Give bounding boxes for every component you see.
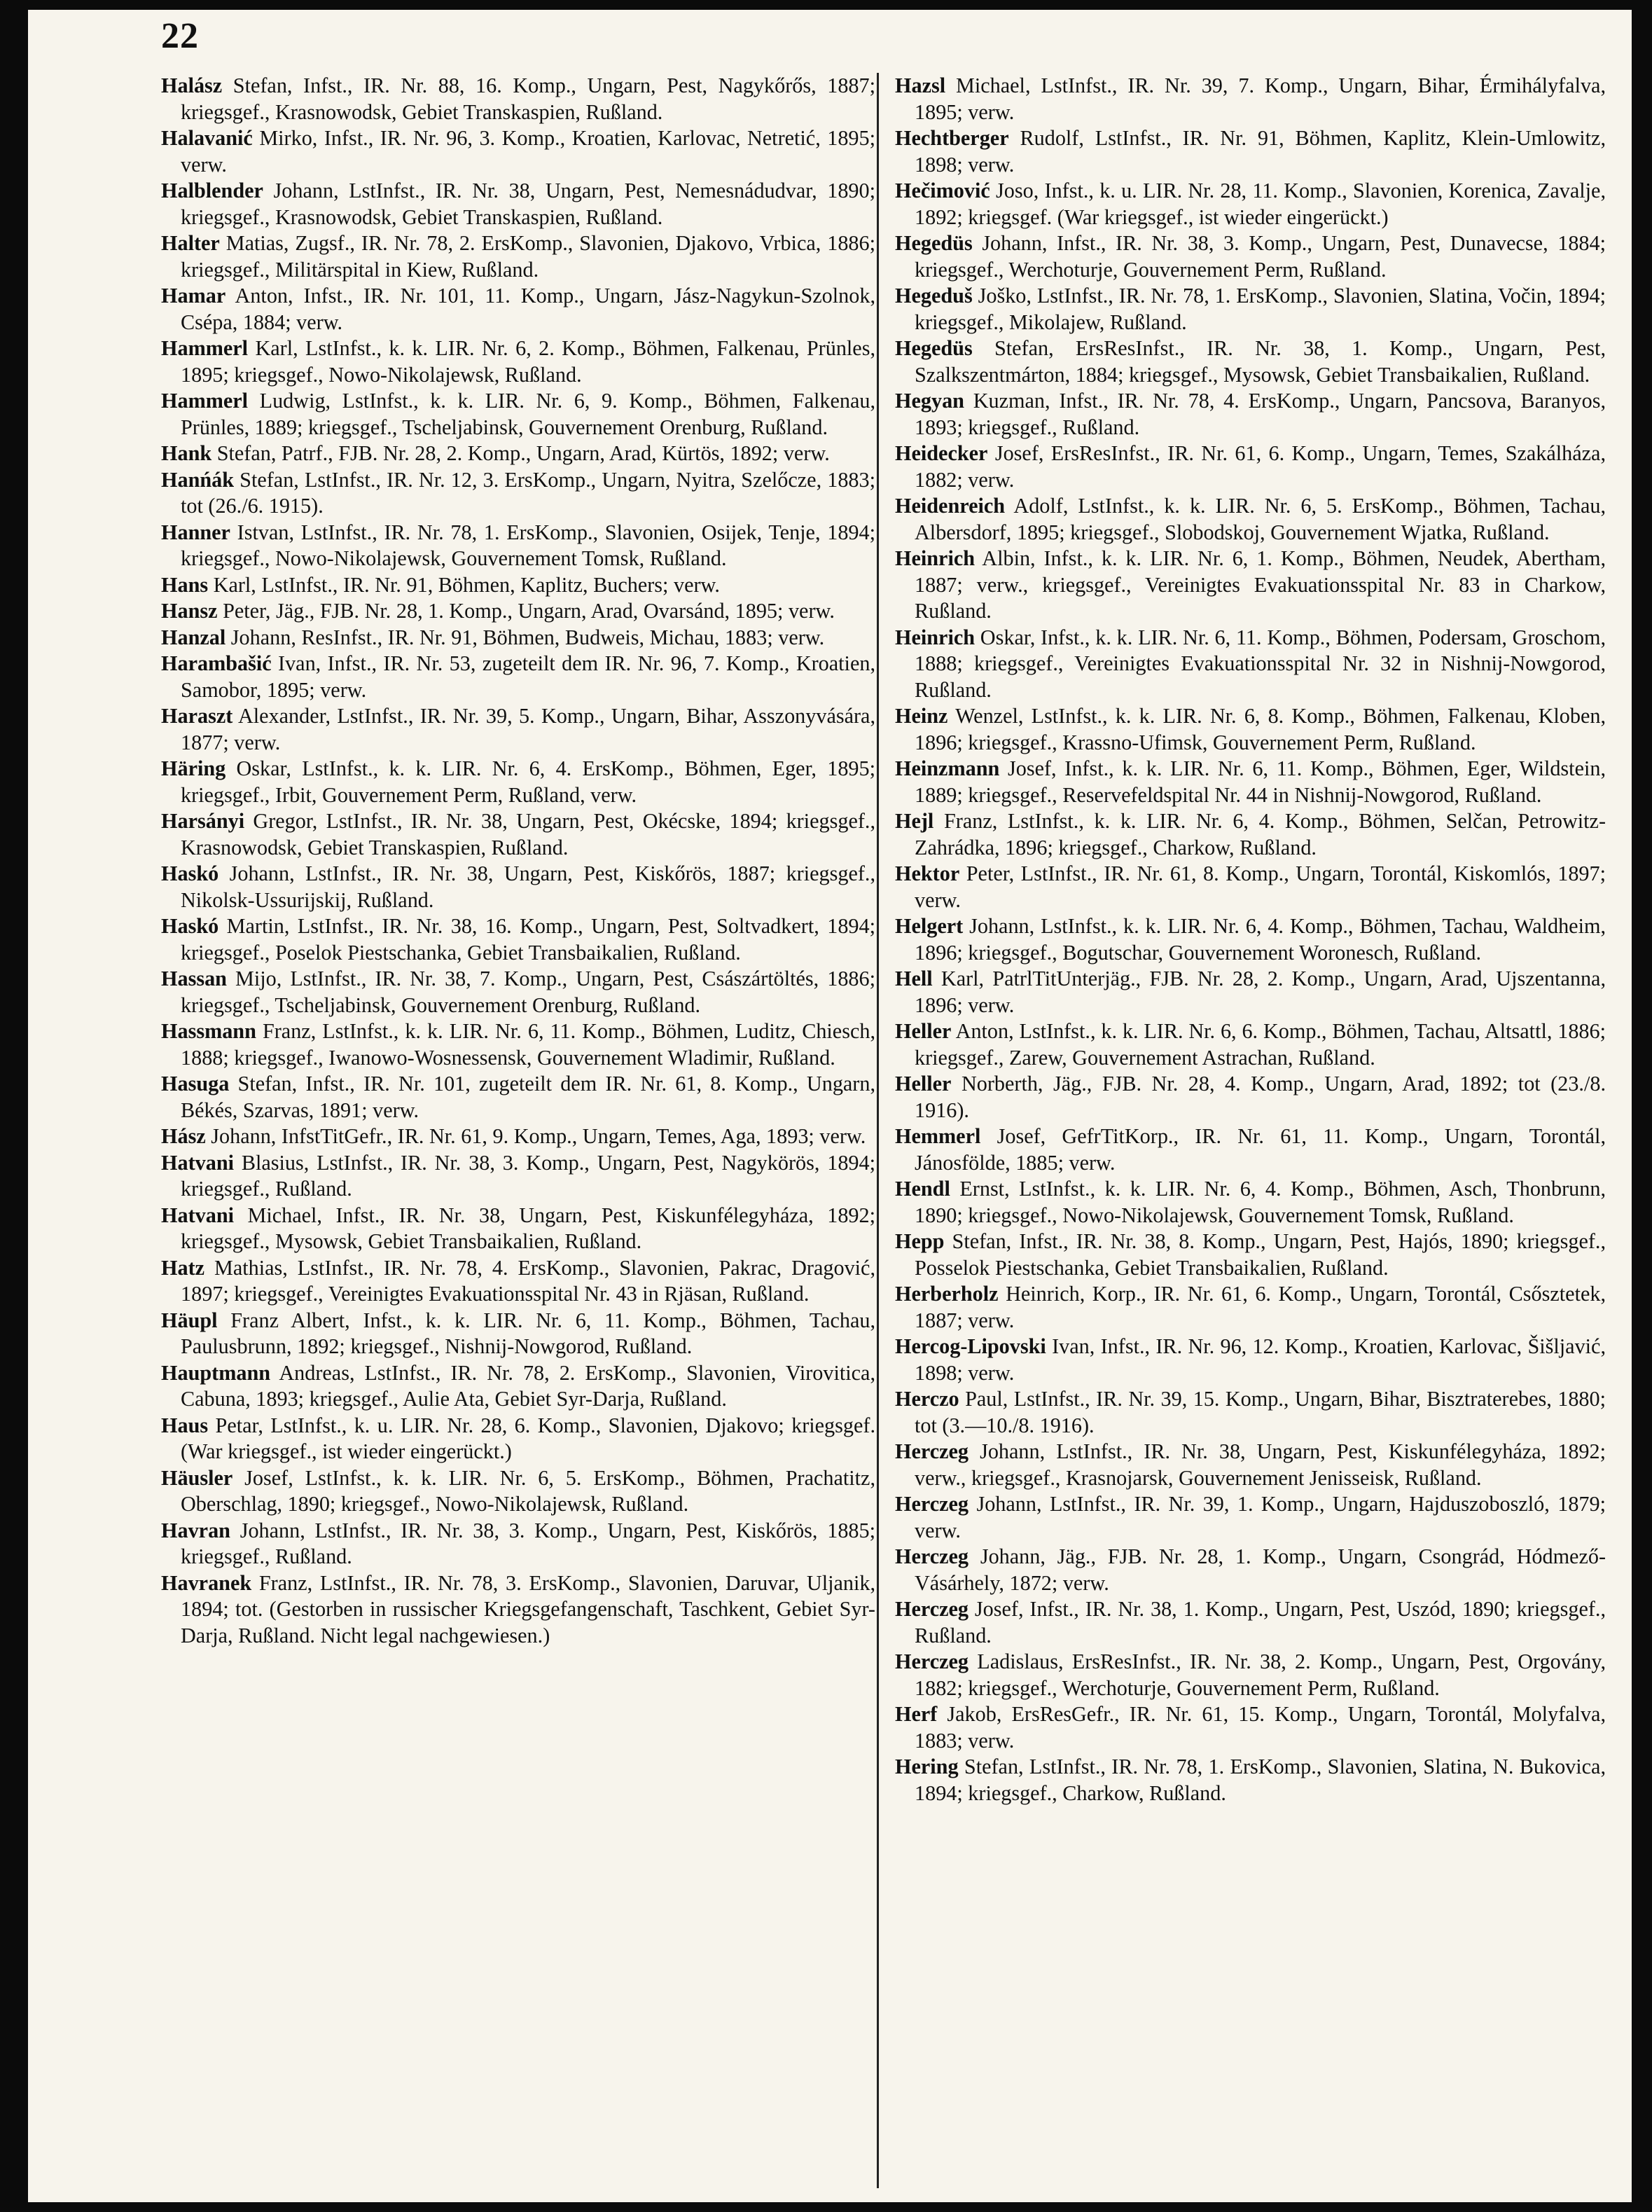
- entry-details: Wenzel, LstInfst., k. k. LIR. Nr. 6, 8. Komp., Böhmen, Falkenau, Kloben, 1896; kriegsgef., Krassno-Ufimsk, Gouvernement Perm, Rußland.: [915, 704, 1606, 754]
- entry-surname: Herczeg: [895, 1650, 969, 1673]
- entry-surname: Hammerl: [161, 336, 249, 360]
- entry-details: Johann, LstInfst., k. k. LIR. Nr. 6, 4. Komp., Böhmen, Tachau, Waldheim, 1896; kriegsgef., Bogutschar, Gouvernement Woronesch, Rußland.: [915, 914, 1606, 965]
- entry-details: Franz Albert, Infst., k. k. LIR. Nr. 6, 11. Komp., Böhmen, Tachau, Paulusbrunn, 1892; kriegsgef., Nishnij-Nowgorod, Rußland.: [181, 1308, 875, 1358]
- entry-details: Stefan, ErsResInfst., IR. Nr. 38, 1. Komp., Ungarn, Pest, Szalkszentmárton, 1884; kriegsgef., Mysowsk, Gebiet Transbaikalien, Rußland.: [915, 336, 1606, 387]
- entry-surname: Hász: [161, 1124, 206, 1148]
- entry-details: Anton, LstInfst., k. k. LIR. Nr. 6, 6. Komp., Böhmen, Tachau, Altsattl, 1886; kriegsgef., Zarew, Gouvernement Astrachan, Rußland.: [915, 1019, 1606, 1070]
- column-divider: [877, 73, 879, 2188]
- entry-surname: Hazsl: [895, 74, 946, 97]
- register-entry: [895, 546, 1606, 625]
- entry-surname: Haskó: [161, 914, 219, 938]
- left-column: [161, 73, 875, 1649]
- entry-details: Ivan, Infst., IR. Nr. 96, 12. Komp., Kroatien, Karlovac, Šišljavić, 1898; verw.: [915, 1334, 1606, 1385]
- register-entry: [895, 336, 1606, 388]
- entry-surname: Hektor: [895, 862, 960, 885]
- entry-surname: Hering: [895, 1755, 959, 1778]
- entry-surname: Heinz: [895, 704, 948, 728]
- entry-surname: Hegyan: [895, 389, 964, 413]
- entry-details: Franz, LstInfst., IR. Nr. 78, 3. ErsKomp., Slavonien, Daruvar, Uljanik, 1894; tot. (Gestorben in russischer Kriegsgefangenschaft, Taschkent, Gebiet Syr-Darja, Rußland. Nicht legal nachgewiesen.): [181, 1570, 875, 1647]
- entry-surname: Hasuga: [161, 1072, 230, 1095]
- entry-surname: Hassan: [161, 967, 227, 990]
- entry-details: Josef, Infst., k. k. LIR. Nr. 6, 11. Komp., Böhmen, Eger, Wildstein, 1889; kriegsgef., Reservefeldspital Nr. 44 in Nishnij-Nowgorod, Rußland.: [915, 756, 1606, 807]
- register-entry: [895, 1229, 1606, 1281]
- entry-details: Franz, LstInfst., k. k. LIR. Nr. 6, 11. Komp., Böhmen, Luditz, Chiesch, 1888; kriegsgef., Iwanowo-Wosnessensk, Gouvernement Wladimir, Rußland.: [181, 1019, 875, 1070]
- entry-details: Paul, LstInfst., IR. Nr. 39, 15. Komp., Ungarn, Bihar, Bisztraterebes, 1880; tot (3.—10./8. 1916).: [915, 1387, 1606, 1437]
- register-entry: [161, 1413, 875, 1465]
- entry-details: Josef, Infst., IR. Nr. 38, 1. Komp., Ungarn, Pest, Uszód, 1890; kriegsgef., Rußland.: [915, 1597, 1606, 1647]
- entry-surname: Hanzal: [161, 625, 226, 649]
- entry-details: Blasius, LstInfst., IR. Nr. 38, 3. Komp., Ungarn, Pest, Nagykörös, 1894; kriegsgef., Rußland.: [181, 1150, 875, 1201]
- entry-details: Rudolf, LstInfst., IR. Nr. 91, Böhmen, Kaplitz, Klein-Umlowitz, 1898; verw.: [915, 126, 1606, 177]
- entry-details: Stefan, Infst., IR. Nr. 101, zugeteilt dem IR. Nr. 61, 8. Komp., Ungarn, Békés, Szarvas, 1891; verw.: [181, 1072, 875, 1122]
- register-entry: [161, 1308, 875, 1360]
- register-entry: [161, 125, 875, 178]
- register-entry: [161, 913, 875, 966]
- entry-details: Josef, LstInfst., k. k. LIR. Nr. 6, 5. ErsKomp., Böhmen, Prachatitz, Oberschlag, 1890; kriegsgef., Nowo-Nikolajewsk, Rußland.: [181, 1465, 875, 1516]
- entry-details: Jakob, ErsResGefr., IR. Nr. 61, 15. Komp., Ungarn, Torontál, Molyfalva, 1883; verw.: [915, 1702, 1606, 1753]
- register-entry: [161, 703, 875, 756]
- entry-surname: Heller: [895, 1072, 952, 1095]
- entry-details: Stefan, Infst., IR. Nr. 88, 16. Komp., Ungarn, Pest, Nagykőrős, 1887; kriegsgef., Krasnowodsk, Gebiet Transkaspien, Rußland.: [181, 74, 875, 124]
- entry-details: Ludwig, LstInfst., k. k. LIR. Nr. 6, 9. Komp., Böhmen, Falkenau, Prünles, 1889; kriegsgef., Tscheljabinsk, Gouvernement Orenburg, Rußland.: [181, 389, 875, 439]
- register-entry: [161, 178, 875, 230]
- register-entry: [895, 756, 1606, 808]
- entry-details: Anton, Infst., IR. Nr. 101, 11. Komp., Ungarn, Jász-Nagykun-Szolnok, Csépa, 1884; verw.: [181, 284, 875, 334]
- entry-details: Kuzman, Infst., IR. Nr. 78, 4. ErsKomp., Ungarn, Pancsova, Baranyos, 1893; kriegsgef., Rußland.: [915, 389, 1606, 439]
- entry-surname: Heinzmann: [895, 756, 1000, 780]
- entry-details: Joso, Infst., k. u. LIR. Nr. 28, 11. Komp., Slavonien, Korenica, Zavalje, 1892; kriegsgef. (War kriegsgef., ist wieder eingerückt.): [915, 179, 1606, 229]
- entry-surname: Hatvani: [161, 1150, 234, 1175]
- entry-details: Oskar, Infst., k. k. LIR. Nr. 6, 11. Komp., Böhmen, Podersam, Groschom, 1888; kriegsgef., Vereinigtes Evakuationsspital Nr. 32 in Nishnij-Nowgorod, Rußland.: [915, 625, 1606, 702]
- entry-details: Johann, LstInfst., IR. Nr. 38, Ungarn, Pest, Kiskunfélegyháza, 1892; verw., kriegsgef., Krasnojarsk, Gouvernement Jenisseisk, Rußland.: [915, 1439, 1606, 1490]
- entry-details: Ivan, Infst., IR. Nr. 53, zugeteilt dem IR. Nr. 96, 7. Komp., Kroatien, Samobor, 1895; verw.: [181, 651, 875, 702]
- register-entry: [895, 1701, 1606, 1754]
- page-number: 22: [161, 16, 199, 56]
- entry-surname: Hell: [895, 967, 933, 990]
- entry-details: Mathias, LstInfst., IR. Nr. 78, 4. ErsKomp., Slavonien, Pakrac, Dragović, 1897; kriegsgef., Vereinigtes Evakuationsspital Nr. 43 in Rjäsan, Rußland.: [181, 1255, 875, 1306]
- entry-surname: Hegeduš: [895, 284, 973, 307]
- register-entry: [161, 1071, 875, 1124]
- entry-surname: Herf: [895, 1702, 938, 1726]
- register-entry: [161, 1018, 875, 1071]
- register-entry: [161, 966, 875, 1018]
- register-entry: [895, 1124, 1606, 1176]
- entry-surname: Hanner: [161, 520, 230, 544]
- entry-details: Andreas, LstInfst., IR. Nr. 78, 2. ErsKomp., Slavonien, Virovitica, Cabuna, 1893; kriegsgef., Aulie Ata, Gebiet Syr-Darja, Rußland.: [181, 1360, 875, 1411]
- entry-details: Karl, PatrlTitUnterjäg., FJB. Nr. 28, 2. Komp., Ungarn, Arad, Ujszentanna, 1896; verw.: [915, 967, 1606, 1017]
- entry-details: Joško, LstInfst., IR. Nr. 78, 1. ErsKomp., Slavonien, Slatina, Vočin, 1894; kriegsgef., Mikolajew, Rußland.: [915, 284, 1606, 334]
- register-entry: [895, 73, 1606, 125]
- entry-surname: Herczeg: [895, 1597, 969, 1621]
- entry-surname: Hercog-Lipovski: [895, 1334, 1046, 1358]
- entry-details: Albin, Infst., k. k. LIR. Nr. 6, 1. Komp., Böhmen, Neudek, Abertham, 1887; verw., kriegsgef., Vereinigtes Evakuationsspital Nr. 83 in Charkow, Rußland.: [915, 546, 1606, 623]
- entry-details: Karl, LstInfst., k. k. LIR. Nr. 6, 2. Komp., Böhmen, Falkenau, Prünles, 1895; kriegsgef., Nowo-Nikolajewsk, Rußland.: [181, 336, 875, 387]
- entry-details: Ernst, LstInfst., k. k. LIR. Nr. 6, 4. Komp., Böhmen, Asch, Thonbrunn, 1890; kriegsgef., Nowo-Nikolajewsk, Gouvernement Tomsk, Rußland.: [915, 1177, 1606, 1227]
- entry-surname: Haus: [161, 1413, 209, 1437]
- entry-surname: Hanńák: [161, 467, 235, 492]
- register-entry: [161, 230, 875, 283]
- register-entry: [161, 1255, 875, 1308]
- register-entry: [895, 703, 1606, 756]
- entry-details: Peter, Jäg., FJB. Nr. 28, 1. Komp., Ungarn, Arad, Ovarsánd, 1895; verw.: [217, 599, 835, 623]
- entry-surname: Herczeg: [895, 1544, 969, 1568]
- entry-details: Karl, LstInfst., IR. Nr. 91, Böhmen, Kaplitz, Buchers; verw.: [208, 572, 720, 597]
- entry-surname: Hans: [161, 572, 209, 597]
- register-entry: [895, 966, 1606, 1018]
- entry-surname: Heidecker: [895, 441, 988, 465]
- entry-details: Gregor, LstInfst., IR. Nr. 38, Ungarn, Pest, Okécske, 1894; kriegsgef., Krasnowodsk, Gebiet Transkaspien, Rußland.: [181, 809, 875, 859]
- register-entry: [895, 441, 1606, 493]
- entry-details: Josef, GefrTitKorp., IR. Nr. 61, 11. Komp., Ungarn, Torontál, Jánosfölde, 1885; verw.: [915, 1124, 1606, 1175]
- entry-details: Ladislaus, ErsResInfst., IR. Nr. 38, 2. Komp., Ungarn, Pest, Orgovány, 1882; kriegsgef., Werchoturje, Gouvernement Perm, Rußland.: [915, 1650, 1606, 1700]
- entry-surname: Haskó: [161, 862, 219, 885]
- entry-surname: Harsányi: [161, 809, 245, 833]
- entry-details: Johann, InfstTitGefr., IR. Nr. 61, 9. Komp., Ungarn, Temes, Aga, 1893; verw.: [205, 1124, 866, 1148]
- register-entry: [895, 1018, 1606, 1071]
- register-entry: [895, 283, 1606, 336]
- entry-surname: Hechtberger: [895, 126, 1009, 150]
- register-entry: [161, 388, 875, 441]
- entry-details: Johann, LstInfst., IR. Nr. 39, 1. Komp., Ungarn, Hajduszoboszló, 1879; verw.: [915, 1492, 1606, 1542]
- register-entry: [895, 861, 1606, 913]
- right-column: [895, 73, 1606, 1806]
- register-entry: [161, 283, 875, 336]
- register-entry: [161, 625, 875, 651]
- register-entry: [161, 1124, 875, 1150]
- entry-surname: Hauptmann: [161, 1360, 271, 1385]
- entry-details: Norberth, Jäg., FJB. Nr. 28, 4. Komp., Ungarn, Arad, 1892; tot (23./8. 1916).: [915, 1072, 1606, 1122]
- register-entry: [895, 1649, 1606, 1701]
- register-entry: [161, 1518, 875, 1570]
- entry-surname: Hatz: [161, 1255, 205, 1280]
- entry-details: Stefan, LstInfst., IR. Nr. 78, 1. ErsKomp., Slavonien, Slatina, N. Bukovica, 1894; kriegsgef., Charkow, Rußland.: [915, 1755, 1606, 1805]
- entry-surname: Hatvani: [161, 1203, 234, 1227]
- entry-details: Josef, ErsResInfst., IR. Nr. 61, 6. Komp., Ungarn, Temes, Szakálháza, 1882; verw.: [915, 441, 1606, 492]
- entry-surname: Heinrich: [895, 546, 976, 570]
- register-entry: [895, 1544, 1606, 1596]
- entry-surname: Hejl: [895, 809, 934, 833]
- entry-surname: Havran: [161, 1518, 230, 1542]
- entry-details: Peter, LstInfst., IR. Nr. 61, 8. Komp., Ungarn, Torontál, Kiskomlós, 1897; verw.: [915, 862, 1606, 912]
- entry-surname: Herberholz: [895, 1282, 999, 1306]
- entry-surname: Hassmann: [161, 1019, 256, 1043]
- entry-details: Alexander, LstInfst., IR. Nr. 39, 5. Komp., Ungarn, Bihar, Asszonyvására, 1877; verw.: [181, 704, 875, 754]
- entry-details: Michael, LstInfst., IR. Nr. 39, 7. Komp., Ungarn, Bihar, Érmihályfalva, 1895; verw.: [915, 74, 1606, 124]
- entry-surname: Halblender: [161, 179, 263, 202]
- register-entry: [161, 520, 875, 572]
- register-entry: [161, 1465, 875, 1518]
- register-entry: [895, 1176, 1606, 1229]
- entry-details: Johann, LstInfst., IR. Nr. 38, 3. Komp., Ungarn, Pest, Kiskőrös, 1885; kriegsgef., Rußland.: [181, 1518, 875, 1568]
- entry-surname: Halter: [161, 231, 220, 255]
- register-entry: [161, 441, 875, 467]
- entry-surname: Hansz: [161, 599, 218, 623]
- entry-details: Oskar, LstInfst., k. k. LIR. Nr. 6, 4. ErsKomp., Böhmen, Eger, 1895; kriegsgef., Irbit, Gouvernement Perm, Rußland, verw.: [181, 756, 875, 807]
- register-entry: [895, 808, 1606, 861]
- register-entry: [161, 598, 875, 625]
- entry-details: Mirko, Infst., IR. Nr. 96, 3. Komp., Kroatien, Karlovac, Netretić, 1895; verw.: [181, 126, 875, 177]
- entry-surname: Haraszt: [161, 704, 233, 728]
- entry-details: Mijo, LstInfst., IR. Nr. 38, 7. Komp., Ungarn, Pest, Császártöltés, 1886; kriegsgef., Tscheljabinsk, Gouvernement Orenburg, Rußland.: [181, 967, 875, 1017]
- register-entry: [895, 625, 1606, 704]
- register-entry: [895, 1071, 1606, 1124]
- entry-surname: Hegedüs: [895, 336, 973, 360]
- entry-surname: Häusler: [161, 1465, 233, 1490]
- register-entry: [895, 230, 1606, 283]
- register-entry: [895, 1386, 1606, 1439]
- register-entry: [161, 1360, 875, 1413]
- register-entry: [895, 1754, 1606, 1806]
- register-entry: [895, 178, 1606, 230]
- entry-details: Johann, Jäg., FJB. Nr. 28, 1. Komp., Ungarn, Csongrád, Hódmező-Vásárhely, 1872; verw.: [915, 1544, 1606, 1595]
- entry-surname: Havranek: [161, 1570, 252, 1595]
- register-entry: [895, 125, 1606, 178]
- entry-surname: Hammerl: [161, 389, 249, 413]
- entry-surname: Hendl: [895, 1177, 950, 1201]
- entry-surname: Häupl: [161, 1308, 218, 1332]
- register-entry: [161, 336, 875, 388]
- register-entry: [161, 756, 875, 808]
- register-entry: [161, 1203, 875, 1255]
- entry-details: Johann, Infst., IR. Nr. 38, 3. Komp., Ungarn, Pest, Dunavecse, 1884; kriegsgef., Werchoturje, Gouvernement Perm, Rußland.: [915, 231, 1606, 282]
- entry-details: Johann, ResInfst., IR. Nr. 91, Böhmen, Budweis, Michau, 1883; verw.: [225, 625, 825, 649]
- register-entry: [895, 1439, 1606, 1491]
- entry-surname: Halavanić: [161, 126, 253, 150]
- entry-surname: Herczeg: [895, 1492, 969, 1516]
- entry-details: Heinrich, Korp., IR. Nr. 61, 6. Komp., Ungarn, Torontál, Csősztetek, 1887; verw.: [915, 1282, 1606, 1332]
- entry-surname: Hamar: [161, 284, 226, 307]
- entry-details: Adolf, LstInfst., k. k. LIR. Nr. 6, 5. ErsKomp., Böhmen, Tachau, Albersdorf, 1895; kriegsgef., Slobodskoj, Gouvernement Wjatka, Rußland.: [915, 494, 1606, 544]
- register-entry: [895, 1596, 1606, 1649]
- register-entry: [161, 572, 875, 599]
- register-entry: [161, 467, 875, 520]
- entry-surname: Harambašić: [161, 651, 272, 675]
- entry-details: Johann, LstInfst., IR. Nr. 38, Ungarn, Pest, Kiskőrös, 1887; kriegsgef., Nikolsk-Ussurijskij, Rußland.: [181, 862, 875, 912]
- entry-surname: Halász: [161, 74, 223, 97]
- register-entry: [895, 913, 1606, 966]
- register-entry: [895, 1334, 1606, 1386]
- entry-details: Franz, LstInfst., k. k. LIR. Nr. 6, 4. Komp., Böhmen, Selčan, Petrowitz-Zahrádka, 1896; kriegsgef., Charkow, Rußland.: [915, 809, 1606, 859]
- entry-surname: Häring: [161, 756, 226, 780]
- entry-surname: Hemmerl: [895, 1124, 981, 1148]
- entry-surname: Herczeg: [895, 1439, 969, 1463]
- entry-details: Petar, LstInfst., k. u. LIR. Nr. 28, 6. Komp., Slavonien, Djakovo; kriegsgef. (War kriegsgef., ist wieder eingerückt.): [181, 1413, 875, 1463]
- entry-details: Istvan, LstInfst., IR. Nr. 78, 1. ErsKomp., Slavonien, Osijek, Tenje, 1894; kriegsgef., Nowo-Nikolajewsk, Gouvernement Tomsk, Rußland.: [181, 520, 875, 570]
- register-entry: [161, 861, 875, 913]
- entry-surname: Heidenreich: [895, 494, 1006, 518]
- entry-details: Martin, LstInfst., IR. Nr. 38, 16. Komp., Ungarn, Pest, Soltvadkert, 1894; kriegsgef., Poselok Piestschanka, Gebiet Transbaikalien, Rußland.: [181, 914, 875, 965]
- register-entry: [161, 651, 875, 703]
- register-entry: [161, 73, 875, 125]
- entry-details: Michael, Infst., IR. Nr. 38, Ungarn, Pest, Kiskunfélegyháza, 1892; kriegsgef., Mysowsk, Gebiet Transbaikalien, Rußland.: [181, 1203, 875, 1253]
- register-entry: [161, 1570, 875, 1650]
- register-entry: [895, 388, 1606, 441]
- entry-details: Stefan, LstInfst., IR. Nr. 12, 3. ErsKomp., Ungarn, Nyitra, Szelőcze, 1883; tot (26./6. 1915).: [181, 467, 875, 518]
- entry-surname: Hank: [161, 441, 212, 465]
- entry-surname: Heller: [895, 1019, 952, 1043]
- register-entry: [161, 1150, 875, 1203]
- register-entry: [895, 1281, 1606, 1334]
- entry-surname: Helgert: [895, 914, 964, 938]
- entry-details: Matias, Zugsf., IR. Nr. 78, 2. ErsKomp., Slavonien, Djakovo, Vrbica, 1886; kriegsgef., Militärspital in Kiew, Rußland.: [181, 231, 875, 282]
- register-entry: [895, 493, 1606, 546]
- entry-details: Johann, LstInfst., IR. Nr. 38, Ungarn, Pest, Nemesnádudvar, 1890; kriegsgef., Krasnowodsk, Gebiet Transkaspien, Rußland.: [181, 179, 875, 229]
- register-entry: [161, 808, 875, 861]
- entry-surname: Hepp: [895, 1229, 945, 1253]
- register-entry: [895, 1491, 1606, 1544]
- entry-details: Stefan, Infst., IR. Nr. 38, 8. Komp., Ungarn, Pest, Hajós, 1890; kriegsgef., Posselok Piestschanka, Gebiet Transbaikalien, Rußland.: [915, 1229, 1606, 1280]
- entry-surname: Heinrich: [895, 625, 976, 649]
- entry-surname: Hegedüs: [895, 231, 973, 255]
- entry-details: Stefan, Patrf., FJB. Nr. 28, 2. Komp., Ungarn, Arad, Kürtös, 1892; verw.: [211, 441, 830, 465]
- document-page: [28, 10, 1632, 2202]
- entry-surname: Hečimović: [895, 179, 990, 202]
- entry-surname: Herczo: [895, 1387, 959, 1411]
